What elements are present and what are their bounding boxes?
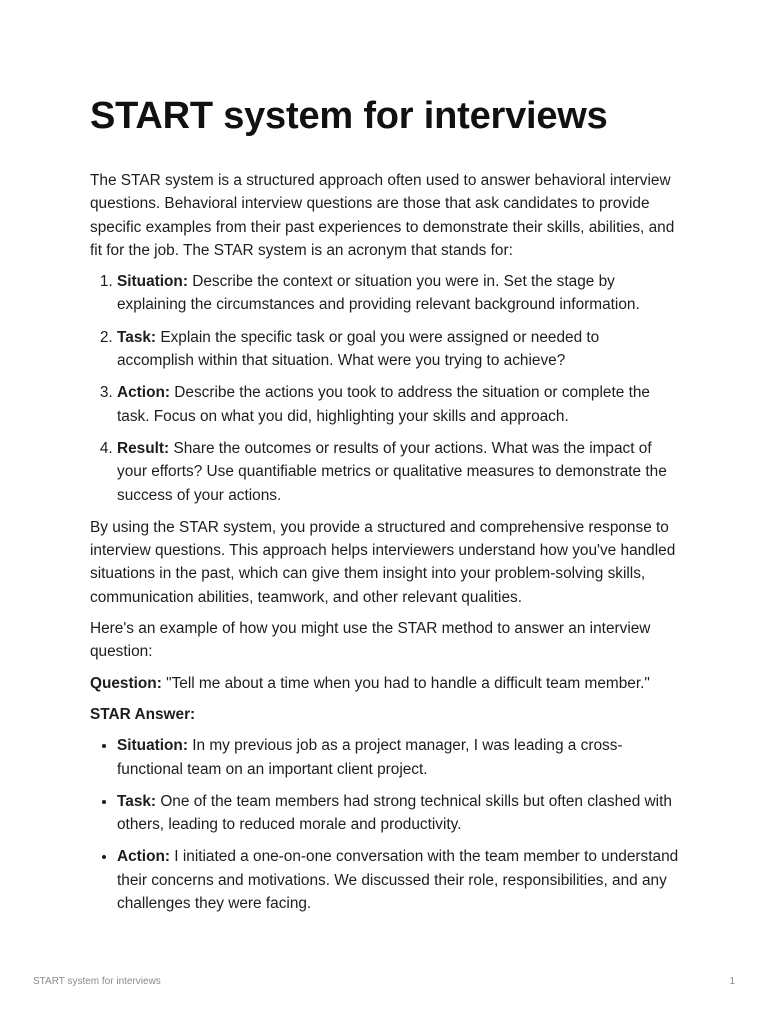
answer-label: STAR Answer:	[90, 705, 196, 723]
list-item-text: Describe the actions you took to address the situation or complete the task. Focus on what you did, highlighting your skills and approach.	[117, 384, 650, 425]
question-label: Question:	[90, 674, 162, 692]
list-item-text: Share the outcomes or results of your actions. What was the impact of your efforts? Use quantifiable metrics or qualitative measures to demonstrate the success of your actions.	[117, 439, 667, 504]
list-item	[117, 437, 680, 507]
footer-page-number: 1	[729, 976, 735, 987]
answer-heading	[90, 703, 680, 726]
list-item-term: Action:	[117, 384, 171, 402]
page-title: START system for interviews	[90, 95, 608, 137]
star-definition-list	[90, 270, 680, 507]
footer-document-title: START system for interviews	[33, 976, 161, 987]
question-text: "Tell me about a time when you had to handle a difficult team member."	[161, 674, 650, 692]
list-item-term: Result:	[117, 439, 170, 457]
list-item	[117, 326, 680, 373]
list-item	[117, 381, 680, 428]
list-item-term: Task:	[117, 328, 157, 346]
list-item-term: Action:	[117, 848, 171, 866]
document-page	[90, 94, 680, 924]
list-item-term: Task:	[117, 792, 157, 810]
list-item-text: I initiated a one-on-one conversation with the team member to understand their concerns and motivations. We discussed their role, responsibilities, and any challenges they were facing.	[117, 848, 679, 913]
star-answer-list	[90, 734, 680, 915]
list-item	[117, 790, 680, 837]
list-item-text: Explain the specific task or goal you were assigned or needed to accomplish within that situation. What were you trying to achieve?	[117, 328, 600, 370]
list-item	[117, 845, 680, 915]
question-paragraph	[90, 672, 680, 695]
list-item	[117, 734, 680, 781]
list-item-text: One of the team members had strong technical skills but often clashed with others, leading to reduced morale and productivity.	[117, 792, 672, 834]
list-item-term: Situation:	[117, 737, 188, 755]
usage-paragraph: By using the STAR system, you provide a structured and comprehensive response to interview questions. This approach helps interviewers understand how you've handled situations in the past, which can give them insight into your problem-solving skills, communication abilities, teamwork, and other relevant qualities.	[90, 518, 676, 606]
list-item-text: Describe the context or situation you were in. Set the stage by explaining the circumstances and providing relevant background information.	[117, 273, 640, 314]
list-item-term: Situation:	[117, 273, 188, 291]
example-intro-paragraph: Here's an example of how you might use the STAR method to answer an interview question:	[90, 620, 651, 661]
intro-paragraph: The STAR system is a structured approach often used to answer behavioral interview questions. Behavioral interview questions are those that ask candidates to provide specific examples from their past experiences to demonstrate their skills, abilities, and fit for the job. The STAR system is an acronym that stands for:	[90, 172, 675, 259]
list-item-text: In my previous job as a project manager, I was leading a cross-functional team on an important client project.	[117, 737, 623, 778]
list-item	[117, 270, 680, 317]
